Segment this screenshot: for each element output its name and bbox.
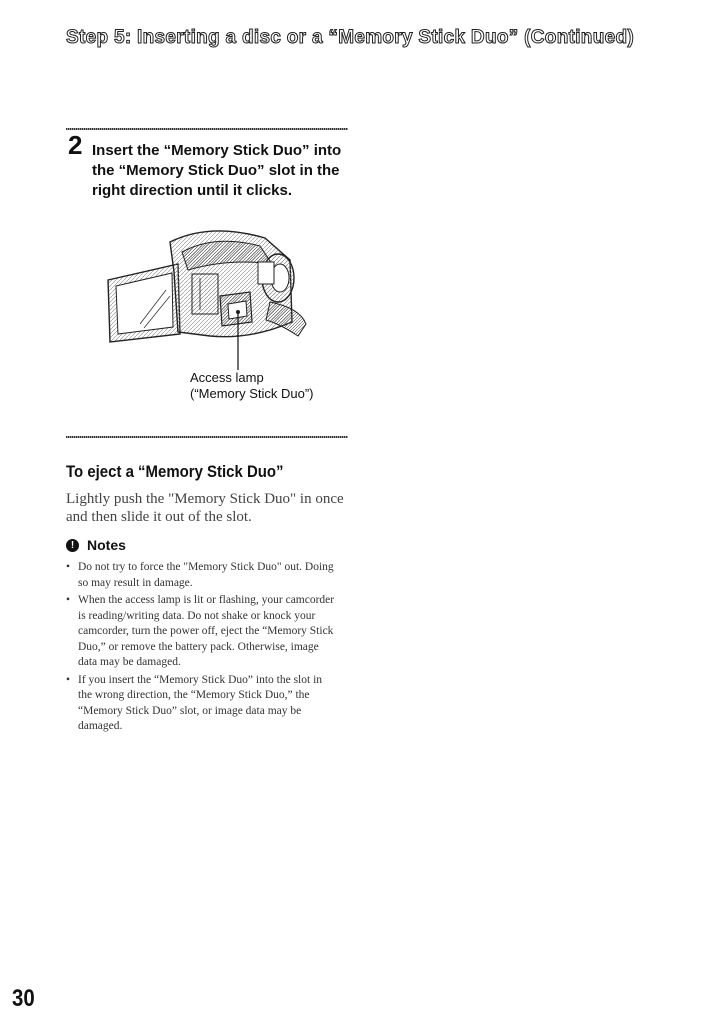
page-header-title: Step 5: Inserting a disc or a “Memory Stick Duo” (Continued) (66, 27, 635, 48)
notes-list (66, 560, 336, 737)
step-instruction: Insert the “Memory Stick Duo” into the “Memory Stick Duo” slot in the right direction until it clicks. (92, 142, 342, 199)
note-item: • Do not try to force the "Memory Stick Duo" out. Doing so may result in damage. (66, 560, 336, 591)
page-number: 30 (12, 985, 35, 1012)
note-item: • If you insert the “Memory Stick Duo” into the slot in the wrong direction, the “Memory Stick Duo,” the “Memory Stick Duo” slot, or image data may be damaged. (66, 673, 336, 735)
callout-line-2: (“Memory Stick Duo”) (190, 386, 314, 401)
step-number: 2 (68, 130, 83, 160)
notes-heading-label: Notes (87, 537, 126, 553)
callout-line-1: Access lamp (190, 370, 264, 385)
caution-icon: ! (66, 539, 79, 552)
note-item: • When the access lamp is lit or flashing, your camcorder is reading/writing data. Do not shake or knock your camcorder, turn the power off, eject the “Memory Stick Duo,” or remove the battery pack. Otherwise, image data may be damaged. (66, 593, 336, 671)
camcorder-illustration (100, 212, 312, 372)
notes-heading (66, 537, 126, 553)
access-lamp-callout (190, 370, 314, 402)
eject-instructions: Lightly push the "Memory Stick Duo" in once and then slide it out of the slot. (66, 491, 344, 525)
top-divider (66, 128, 348, 130)
eject-section-title: To eject a “Memory Stick Duo” (66, 462, 284, 481)
bottom-divider (66, 436, 348, 438)
